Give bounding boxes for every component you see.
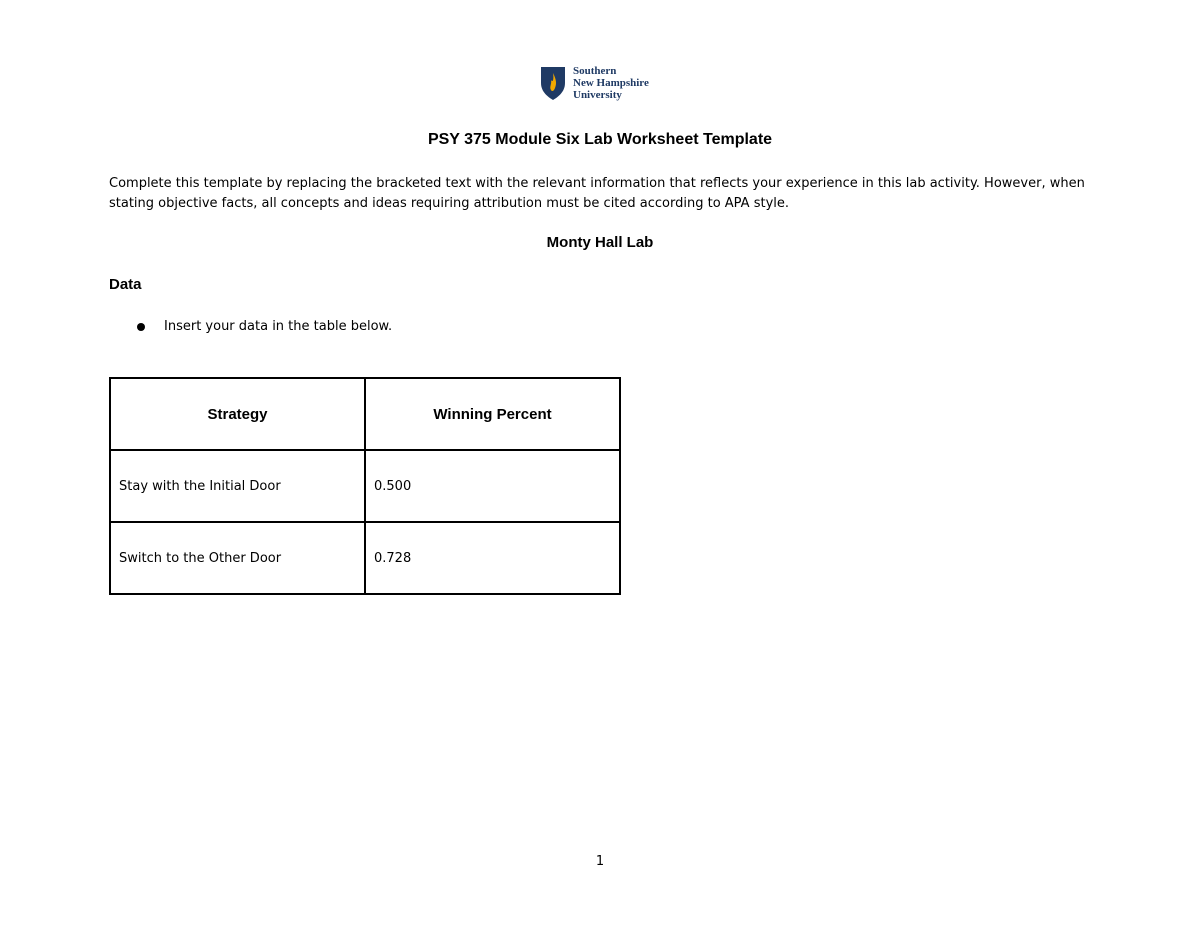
lab-subtitle: Monty Hall Lab <box>546 234 654 251</box>
bullet-text: Insert your data in the table below. <box>164 319 393 334</box>
cell-winning-percent[interactable]: 0.500 <box>365 450 620 522</box>
header-strategy: Strategy <box>110 378 365 450</box>
logo-line-2: New Hampshire <box>573 77 649 89</box>
shield-logo-icon <box>539 65 567 101</box>
page-number: 1 <box>595 854 605 869</box>
instructions-paragraph: Complete this template by replacing the bracketed text with the relevant information that reflects your experience in this lab activity. However, when stating objective facts, all concepts and ideas requiring attribution must be cited according to APA style. <box>109 176 1085 211</box>
section-heading-data: Data <box>109 276 142 293</box>
cell-strategy[interactable]: Switch to the Other Door <box>110 522 365 594</box>
table-row <box>110 450 620 522</box>
header-winning-percent: Winning Percent <box>365 378 620 450</box>
bullet-icon <box>137 323 145 331</box>
table-row <box>110 522 620 594</box>
logo-wordmark <box>573 65 649 101</box>
logo-line-1: Southern <box>573 65 617 77</box>
table-header-row <box>110 378 620 450</box>
logo-line-3: University <box>573 89 622 101</box>
cell-winning-percent[interactable]: 0.728 <box>365 522 620 594</box>
page-title: PSY 375 Module Six Lab Worksheet Template <box>427 131 773 148</box>
bullet-item <box>137 319 392 334</box>
snhu-logo <box>539 64 669 102</box>
data-table <box>109 377 621 595</box>
cell-strategy[interactable]: Stay with the Initial Door <box>110 450 365 522</box>
